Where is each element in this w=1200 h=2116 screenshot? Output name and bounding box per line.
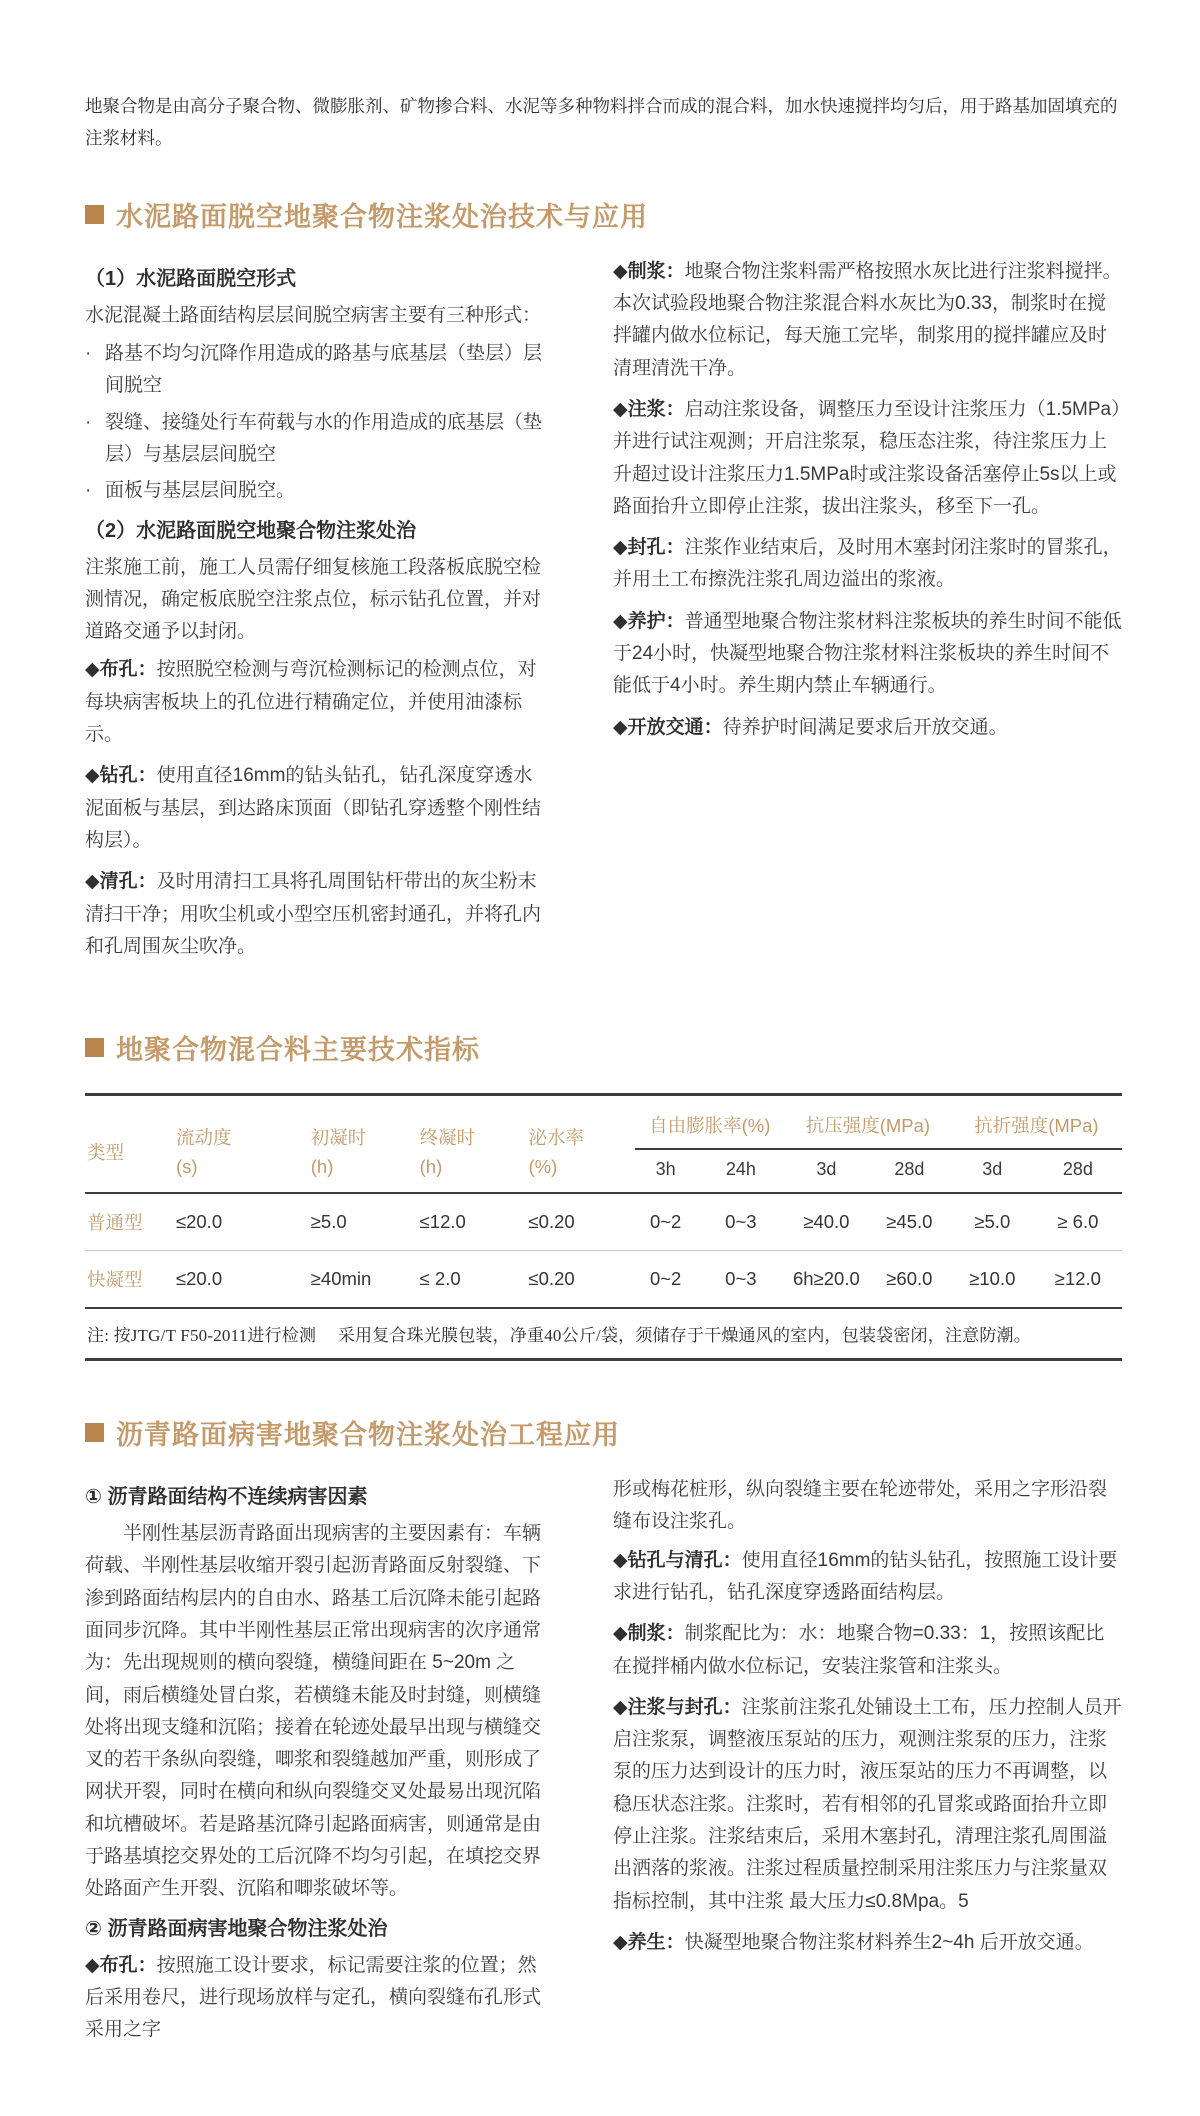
- table-row: [85, 1193, 1122, 1251]
- cell: ≤ 2.0: [412, 1251, 521, 1309]
- step-label: ◆布孔：: [85, 659, 157, 681]
- section2-header: [85, 1028, 1122, 1067]
- col-header-initial-set: 初凝时 (h): [310, 1126, 367, 1178]
- sub-header: 28d: [894, 1159, 925, 1180]
- section3-header: [85, 1413, 1122, 1452]
- step-text: 及时用清扫工具将孔周围钻杆带出的灰尘粉末清扫干净；用吹尘机或小型空压机密封通孔，并将孔内和孔周围灰尘吹净。: [85, 871, 542, 957]
- section2: [85, 1028, 1122, 1361]
- cell: ≥60.0: [868, 1251, 951, 1309]
- step-label: ◆布孔：: [85, 1954, 157, 1976]
- section1-title: 水泥路面脱空地聚合物注浆处治技术与应用: [116, 201, 648, 232]
- sub-header: 24h: [725, 1159, 756, 1180]
- cell: ≤0.20: [521, 1251, 635, 1309]
- step-label: ◆钻孔：: [85, 765, 157, 787]
- row-type-label: 快凝型: [85, 1251, 168, 1309]
- table-note: 注: 按JTG/T F50-2011进行检测 采用复合珠光膜包装，净重40公斤/袋，须储存于干燥通风的室内，包装袋密闭，注意防潮。: [87, 1326, 1031, 1346]
- section1-header: [85, 195, 1122, 234]
- procedure-step: [613, 1927, 1122, 1959]
- intro-paragraph: 地聚合物是由高分子聚合物、微膨胀剂、矿物掺合料、水泥等多种物料拌合而成的混合料，加水快速搅拌均匀后，用于路基加固填充的注浆材料。: [85, 96, 1118, 149]
- step-text: 快凝型地聚合物注浆材料养生2~4h 后开放交通。: [684, 1931, 1094, 1953]
- cell: ≤0.20: [521, 1193, 635, 1251]
- row-type-label: 普通型: [85, 1193, 168, 1251]
- cell: 0~2: [635, 1251, 697, 1309]
- sub-heading: ② 沥青路面病害地聚合物注浆处治: [85, 1917, 388, 1940]
- group-header-flexural: 抗折强度(MPa): [951, 1096, 1122, 1149]
- group-header-compressive: 抗压强度(MPa): [785, 1096, 951, 1149]
- col-header-bleeding: 泌水率 (%): [528, 1126, 585, 1178]
- cell: ≥5.0: [303, 1193, 412, 1251]
- procedure-step: [85, 654, 551, 751]
- cell: ≥ 6.0: [1034, 1193, 1122, 1251]
- sub-heading: ① 沥青路面结构不连续病害因素: [85, 1486, 368, 1509]
- group-header-expansion: 自由膨胀率(%): [635, 1096, 785, 1149]
- spec-table-wrapper: [85, 1093, 1122, 1361]
- section-marker-square-icon: [85, 1423, 104, 1442]
- section1-left-column: [85, 256, 551, 972]
- step-text: 注浆作业结束后，及时用木塞封闭注浆时的冒浆孔，并用土工布擦洗注浆孔周边溢出的浆液。: [613, 537, 1122, 591]
- list-item-text: 面板与基层层间脱空。: [104, 480, 295, 502]
- step-text: 注浆前注浆孔处铺设土工布，压力控制人员开启注浆泵，调整液压泵站的压力，观测注浆泵的压力，注浆泵的压力达到设计的压力时，液压泵站的压力不再调整，以稳压状态注浆。注浆时，若有相邻的孔冒浆或路面抬升立即停止注浆。注浆结束后，采用木塞封孔，清理注浆孔周围溢出洒落的浆液。注浆过程质量控制采用注浆压力与注浆量双指标控制，其中注浆 最大压力≤0.8Mpa。5: [613, 1696, 1122, 1912]
- col-header-fluidity: 流动度 (s): [175, 1126, 232, 1178]
- step-label: ◆制浆：: [613, 1623, 685, 1645]
- cell: ≤20.0: [168, 1251, 303, 1309]
- step-label: ◆养护：: [613, 610, 685, 632]
- procedure-step: [613, 1545, 1122, 1610]
- paragraph-continuation: 形或梅花桩形，纵向裂缝主要在轮迹带处，采用之字形沿裂缝布设注浆孔。: [613, 1479, 1108, 1533]
- step-label: ◆开放交通：: [613, 716, 723, 738]
- procedure-step: [613, 712, 1122, 744]
- step-label: ◆养生：: [613, 1931, 685, 1953]
- procedure-step: [613, 1692, 1122, 1918]
- cell: ≥5.0: [951, 1193, 1034, 1251]
- paragraph: 半刚性基层沥青路面出现病害的主要因素有：车辆荷载、半刚性基层收缩开裂引起沥青路面反射裂缝、下渗到路面结构层内的自由水、路基工后沉降未能引起路面同步沉降。其中半刚性基层正常出现病害的次序通常为：先出现规则的横向裂缝，横缝间距在 5~20m 之间，雨后横缝处冒白浆，若横缝未能及时封缝，则横缝处将出现支缝和沉陷；接着在轮迹处最早出现与横缝交叉的若干条纵向裂缝，唧浆和裂缝越加严重，则形成了网状开裂，同时在横向和纵向裂缝交叉处最易出现沉陷和坑槽破坏。若是路基沉降引起路面病害，则通常是由于路基填挖交界处的工后沉降不均匀引起，在填挖交界处路面产生开裂、沉陷和唧浆破坏等。: [85, 1523, 542, 1900]
- procedure-step: [613, 394, 1122, 523]
- cell: ≤20.0: [168, 1193, 303, 1251]
- step-text: 制浆配比为：水：地聚合物=0.33：1，按照该配比在搅拌桶内做水位标记，安装注浆管和注浆头。: [613, 1623, 1105, 1677]
- bullet-dot-icon: ·: [85, 480, 92, 502]
- step-text: 使用直径16mm的钻头钻孔，钻孔深度穿透水泥面板与基层，到达路床顶面（即钻孔穿透整个刚性结构层）。: [85, 765, 542, 851]
- section1-right-column: [613, 256, 1122, 972]
- sub-header: 3h: [655, 1159, 676, 1180]
- step-text: 待养护时间满足要求后开放交通。: [722, 716, 1008, 738]
- cell: 0~3: [697, 1251, 785, 1309]
- section3-columns: [85, 1474, 1122, 2055]
- section1-columns: [85, 256, 1122, 972]
- cell: 6h≥20.0: [785, 1251, 868, 1309]
- list-item: [85, 407, 551, 472]
- cell: ≤12.0: [412, 1193, 521, 1251]
- procedure-step: [85, 1950, 551, 2047]
- step-text: 地聚合物注浆料需严格按照水灰比进行注浆料搅拌。本次试验段地聚合物注浆混合料水灰比为0.33，制浆时在搅拌罐内做水位标记，每天施工完毕，制浆用的搅拌罐应及时清理清洗干净。: [613, 260, 1122, 379]
- section2-title: 地聚合物混合料主要技术指标: [116, 1035, 480, 1066]
- cell: ≥12.0: [1034, 1251, 1122, 1309]
- paragraph: 水泥混凝土路面结构层层间脱空病害主要有三种形式：: [85, 304, 542, 326]
- list-item: [85, 338, 551, 403]
- step-label: ◆注浆：: [613, 398, 685, 420]
- section3-right-column: [613, 1474, 1122, 2055]
- procedure-step: [613, 256, 1122, 385]
- sub-header: 3d: [816, 1159, 837, 1180]
- table-row: [85, 1251, 1122, 1309]
- step-text: 启动注浆设备，调整压力至设计注浆压力（1.5MPa）并进行试注观测；开启注浆泵，稳压态注浆，待注浆压力上升超过设计注浆压力1.5MPa时或注浆设备活塞停止5s以上或路面抬升立即停止注浆，拔出注浆头，移至下一孔。: [613, 398, 1121, 517]
- cell: 0~3: [697, 1193, 785, 1251]
- spec-table: [85, 1096, 1122, 1309]
- step-text: 按照施工设计要求，标记需要注浆的位置；然后采用卷尺，进行现场放样与定孔，横向裂缝布孔形式采用之字: [85, 1954, 542, 2041]
- cell: 0~2: [635, 1193, 697, 1251]
- section3-left-column: [85, 1474, 551, 2055]
- step-label: ◆封孔：: [613, 537, 685, 559]
- bullet-dot-icon: ·: [85, 343, 92, 365]
- procedure-step: [85, 760, 551, 857]
- list-item-text: 路基不均匀沉降作用造成的路基与底基层（垫层）层间脱空: [104, 343, 542, 397]
- section3: [85, 1413, 1122, 2055]
- step-label: ◆清孔：: [85, 871, 157, 893]
- procedure-step: [613, 606, 1122, 703]
- procedure-step: [613, 1618, 1122, 1683]
- list-item-text: 裂缝、接缝处行车荷载与水的作用造成的底基层（垫层）与基层层间脱空: [104, 411, 542, 465]
- step-text: 普通型地聚合物注浆材料注浆板块的养生时间不能低于24小时，快凝型地聚合物注浆材料注浆板块的养生时间不能低于4小时。养生期内禁止车辆通行。: [613, 610, 1122, 697]
- col-header-final-set: 终凝时 (h): [419, 1126, 476, 1178]
- cell: ≥40min: [303, 1251, 412, 1309]
- col-header-type: 类型: [87, 1142, 125, 1164]
- sub-heading: （2）水泥路面脱空地聚合物注浆处治: [85, 519, 417, 542]
- cell: ≥45.0: [868, 1193, 951, 1251]
- procedure-step: [613, 532, 1122, 597]
- sub-header: 3d: [982, 1159, 1003, 1180]
- step-label: ◆制浆：: [613, 260, 685, 282]
- procedure-step: [85, 866, 551, 963]
- step-label: ◆注浆与封孔：: [613, 1696, 742, 1718]
- section-marker-square-icon: [85, 205, 104, 224]
- cell: ≥10.0: [951, 1251, 1034, 1309]
- section-marker-square-icon: [85, 1038, 104, 1057]
- step-label: ◆钻孔与清孔：: [613, 1549, 742, 1571]
- bullet-dot-icon: ·: [85, 411, 92, 433]
- step-text: 按照脱空检测与弯沉检测标记的检测点位，对每块病害板块上的孔位进行精确定位，并使用油漆标示。: [85, 659, 537, 746]
- sub-heading: （1）水泥路面脱空形式: [85, 267, 297, 290]
- sub-header: 28d: [1062, 1159, 1093, 1180]
- step-text: 使用直径16mm的钻头钻孔，按照施工设计要求进行钻孔，钻孔深度穿透路面结构层。: [613, 1549, 1118, 1603]
- section3-title: 沥青路面病害地聚合物注浆处治工程应用: [116, 1420, 620, 1451]
- cell: ≥40.0: [785, 1193, 868, 1251]
- list-item: [85, 475, 551, 507]
- paragraph: 注浆施工前，施工人员需仔细复核施工段落板底脱空检测情况，确定板底脱空注浆点位，标示钻孔位置，并对道路交通予以封闭。: [85, 556, 542, 643]
